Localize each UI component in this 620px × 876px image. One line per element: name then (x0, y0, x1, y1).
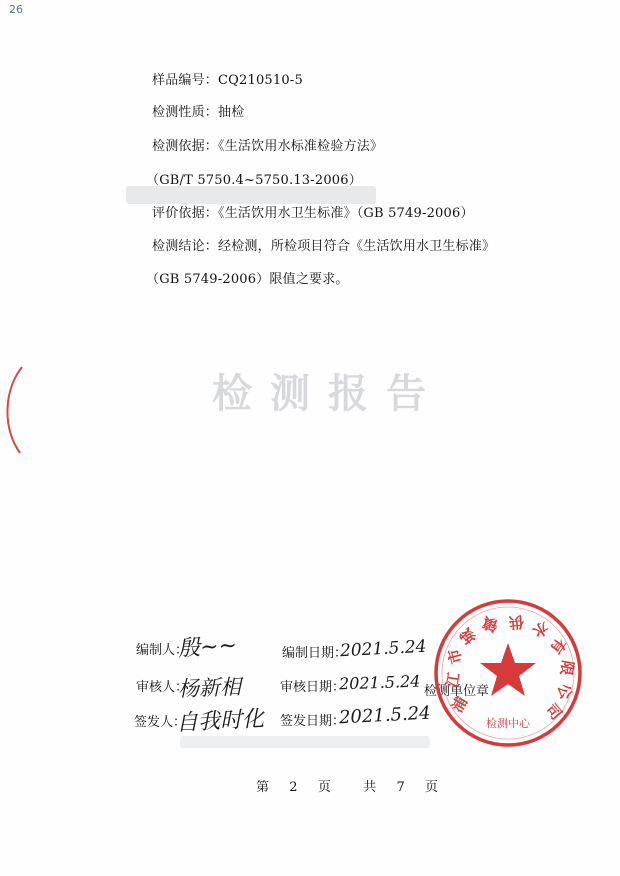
eval-row (152, 202, 474, 221)
total-number: 7 (396, 780, 405, 795)
svg-text:限: 限 (556, 658, 578, 677)
conclusion-value: 经检测，所检项目符合《生活饮用水卫生标准》 (218, 239, 496, 254)
sample-no-value: CQ210510-5 (218, 73, 303, 88)
ghost-band-bottom (180, 736, 430, 748)
compiler-signature: 殷~~ (177, 632, 238, 663)
svg-text:公: 公 (554, 682, 576, 702)
conclusion-label: 检测结论： (152, 239, 219, 254)
svg-text:江: 江 (442, 671, 464, 690)
svg-text:城: 城 (456, 624, 480, 648)
page-marker: 26 (9, 3, 23, 16)
reviewer-label: 审核人： (136, 680, 189, 695)
eval-value: 《生活饮用水卫生标准》（GB 5749-2006） (218, 206, 474, 221)
svg-text:司: 司 (542, 700, 566, 724)
conclusion-row (152, 235, 495, 254)
svg-text:浦: 浦 (448, 693, 472, 716)
svg-text:供: 供 (508, 612, 525, 632)
review-date: 2021.5.24 (338, 671, 421, 694)
issue-date-label: 签发日期： (280, 714, 346, 729)
svg-text:水: 水 (529, 617, 552, 641)
basis-code: （GB/T 5750.4~5750.13-2006） (146, 173, 362, 188)
page-number: 2 (289, 780, 298, 795)
ghost-title: 检测报告 (212, 371, 444, 417)
seal-edge-arc (0, 365, 26, 455)
nature-label: 检测性质： (152, 105, 219, 120)
sample-no-label: 样品编号： (152, 73, 219, 88)
page-prefix: 第 (256, 780, 270, 795)
nature-row (152, 101, 244, 120)
reviewer-signature: 杨新相 (177, 674, 242, 702)
issuer-label: 签发人： (134, 715, 187, 730)
svg-text:镇: 镇 (480, 612, 501, 635)
basis-row (152, 135, 383, 154)
total-prefix: 共 (363, 780, 377, 795)
sample-no-row (152, 69, 303, 88)
svg-text:有: 有 (546, 634, 570, 658)
unit-seal-label: 检测单位章 (424, 684, 490, 699)
compile-date-label: 编制日期： (282, 646, 348, 661)
issue-date: 2021.5.24 (338, 702, 432, 729)
total-unit: 页 (425, 780, 439, 795)
compiler-label: 编制人： (136, 643, 189, 658)
conclusion-line2: （GB 5749-2006）限值之要求。 (146, 272, 349, 287)
seal-star-icon (480, 643, 536, 696)
svg-text:市: 市 (444, 646, 466, 666)
svg-text:检测中心: 检测中心 (486, 717, 530, 730)
issuer-signature: 自我时化 (175, 706, 265, 737)
compile-date: 2021.5.24 (339, 636, 427, 662)
basis-value: 《生活饮用水标准检验方法》 (218, 139, 384, 154)
nature-value: 抽检 (218, 105, 245, 120)
eval-label: 评价依据： (152, 206, 219, 221)
page-footer (256, 776, 438, 795)
basis-label: 检测依据： (152, 139, 219, 154)
official-seal (432, 597, 584, 749)
review-date-label: 审核日期： (280, 680, 346, 695)
page-unit: 页 (317, 780, 331, 795)
